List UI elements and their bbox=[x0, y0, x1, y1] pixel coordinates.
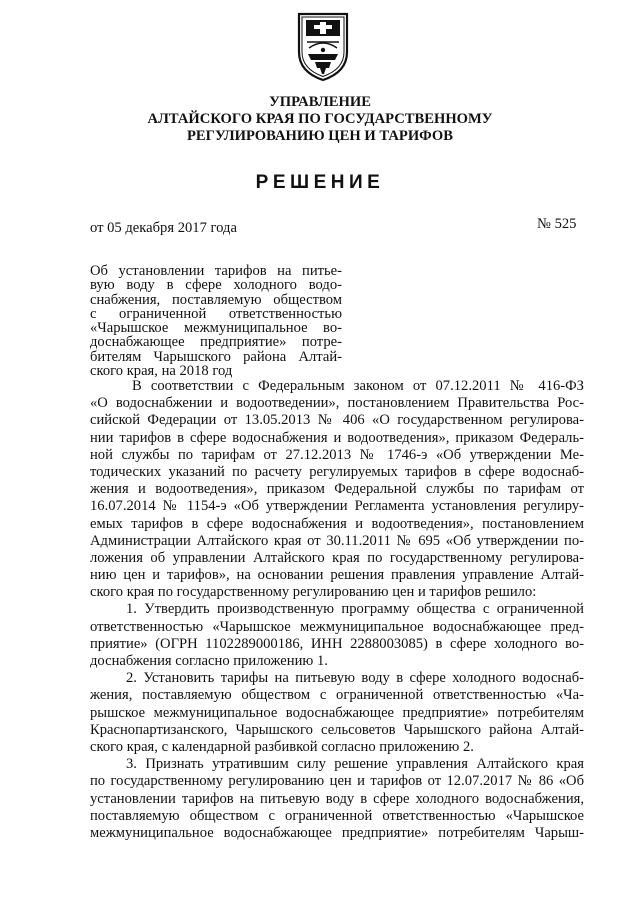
preamble-line: емых тарифов в сфере водоснабжения и водоотведения», постановлением bbox=[90, 515, 584, 532]
document-number: № 525 bbox=[537, 216, 577, 232]
subject-line: вую воду в сфере холодного водо- bbox=[90, 277, 342, 294]
subject-line: снабжения, поставляемую обществом bbox=[90, 291, 342, 308]
item-3-line: установлении тарифов на питьевую воду в сфере холодного водоснабжения, bbox=[90, 790, 584, 807]
item-1-line: ответственностью «Чарышское межмуниципальное водоснабжающее пред- bbox=[90, 618, 584, 635]
org-line: РЕГУЛИРОВАНИЮ ЦЕН И ТАРИФОВ bbox=[187, 128, 453, 144]
item-3-line: поставляемую обществом с ограниченной ответственностью «Чарышское bbox=[90, 807, 584, 824]
document-subject bbox=[90, 264, 342, 378]
document-title: РЕШЕНИЕ bbox=[255, 172, 385, 193]
organization-name bbox=[0, 94, 640, 145]
item-2-line: Краснопартизанского, Чарышского сельсоветов Чарышского района Алтай- bbox=[90, 721, 584, 738]
org-line: УПРАВЛЕНИЕ bbox=[269, 94, 371, 110]
item-3-line: по государственному регулированию цен и тарифов от 12.07.2017 № 86 «Об bbox=[90, 773, 584, 790]
preamble-line: тодических указаний по расчету регулируемых тарифов в сфере водоснаб- bbox=[90, 463, 584, 480]
item-1-line: доснабжения согласно приложению 1. bbox=[90, 653, 328, 669]
preamble-line: 16.07.2014 № 1154-э «Об утверждении Регламента установления регулиру- bbox=[90, 498, 584, 515]
item-1-line: приятие» (ОГРН 1102289000186, ИНН 2288003085) в сфере холодного во- bbox=[90, 635, 584, 652]
preamble-line: сийской Федерации от 13.05.2013 № 406 «О государственном регулирова- bbox=[90, 412, 584, 429]
document-date: от 05 декабря 2017 года bbox=[90, 220, 237, 236]
coat-of-arms-emblem bbox=[293, 8, 353, 84]
item-2-line: жения, поставляемую обществом с ограниченной ответственностью «Ча- bbox=[90, 687, 584, 704]
preamble-line: ского края по государственному регулированию цен и тарифов решило: bbox=[90, 584, 537, 601]
subject-line: бителям Чарышского района Алтай- bbox=[90, 348, 342, 365]
item-1-line: 1. Утвердить производственную программу общества с ограниченной bbox=[126, 601, 584, 618]
preamble-line: В соответствии с Федеральным законом от 07.12.2011 № 416-ФЗ bbox=[132, 378, 584, 394]
preamble-line: жения и водоотведения», приказом Федеральной службы по тарифам от bbox=[90, 481, 584, 498]
subject-line: «Чарышское межмуниципальное во- bbox=[90, 320, 342, 337]
item-3-line: межмуниципальное водоснабжающее предприятие» потребителям Чарыш- bbox=[90, 824, 584, 841]
org-line: АЛТАЙСКОГО КРАЯ ПО ГОСУДАРСТВЕННОМУ bbox=[147, 111, 493, 127]
preamble-line: нии тарифов в сфере водоснабжения и водоотведения», приказом Федераль- bbox=[90, 429, 584, 446]
subject-line: с ограниченной ответственностью bbox=[90, 305, 342, 322]
subject-line: доснабжающее предприятие» потре- bbox=[90, 334, 342, 351]
item-3-line: 3. Признать утратившим силу решение управления Алтайского края bbox=[126, 756, 584, 773]
subject-line: ского края, на 2018 год bbox=[90, 363, 233, 380]
preamble-line: ной службы по тарифам от 27.12.2013 № 1746-э «Об утверждении Ме- bbox=[90, 446, 584, 463]
subject-line: Об установлении тарифов на питье- bbox=[90, 263, 342, 279]
preamble-line: нию цен и тарифов», на основании решения правления управление Алтай- bbox=[90, 567, 584, 584]
item-2-line: 2. Установить тарифы на питьевую воду в сфере холодного водоснаб- bbox=[126, 670, 584, 687]
item-2-line: рышское межмуниципальное водоснабжающее предприятие» потребителям bbox=[90, 704, 584, 721]
preamble-line: «О водоснабжении и водоотведении», постановлением Правительства Рос- bbox=[90, 395, 584, 412]
preamble-line: Администрации Алтайского края от 30.11.2011 № 695 «Об утверждении по- bbox=[90, 532, 584, 549]
preamble-line: ложения об управлении Алтайского края по государственному регулирова- bbox=[90, 549, 584, 566]
document-body bbox=[90, 378, 584, 842]
item-2-line: ского края, с календарной разбивкой согласно приложению 2. bbox=[90, 738, 474, 755]
